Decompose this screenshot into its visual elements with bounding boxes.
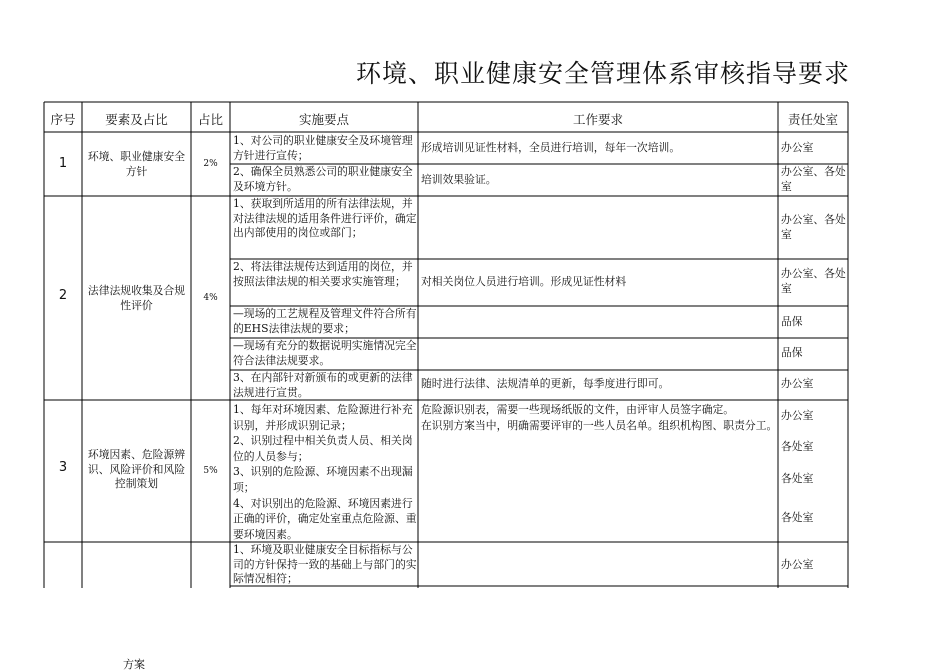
section-3-dept-1: 办公室 [781,409,814,422]
header-element: 要素及占比 [105,112,168,127]
section-1-row-1-point: 1、对公司的职业健康安全及环境管理方针进行宣传； [233,134,413,162]
section-2-row-4-dept: 品保 [781,346,803,359]
section-2-row-5-dept: 办公室 [781,377,814,390]
section-2-row-4-point: —现场有充分的数据说明实施情况完全符合法律法规要求。 [233,339,417,367]
section-2-row-2-point: 2、将法律法规传达到适用的岗位，并按照法律法规的相关要求实施管理； [233,260,413,288]
footer-text: 方案 [123,658,145,671]
section-2-seq: 2 [58,288,68,303]
section-3-dept-4: 各处室 [781,511,814,524]
section-1-row-2-point: 2、确保全员熟悉公司的职业健康安全及环境方针。 [233,165,413,193]
section-2-row-5-req: 随时进行法律、法规清单的更新，每季度进行即可。 [421,377,670,390]
section-3-seq: 3 [58,460,68,475]
section-2-row-1-dept: 办公室、各处室 [781,213,846,241]
section-2-element: 法律法规收集及合规性评价 [87,284,186,312]
section-2-row-5-point: 3、在内部针对新颁布的或更新的法律法规进行宣贯。 [233,371,413,399]
section-3-dept-2: 各处室 [781,440,814,453]
section-1-element: 环境、职业健康安全方针 [87,150,186,178]
section-2-row-2-dept: 办公室、各处室 [781,267,846,295]
section-2-row-1-point: 1、获取到所适用的所有法律法规，并对法律法规的适用条件进行评价，确定出内部使用的岗位或部门； [233,197,417,240]
section-1-seq: 1 [58,156,68,171]
section-1-row-2-dept: 办公室、各处室 [781,165,846,193]
section-1-ratio: 2% [203,159,218,169]
section-1-row-1-req: 形成培训见证性材料，全员进行培训，每年一次培训。 [421,141,681,154]
section-4-row-1-point: 1、环境及职业健康安全目标指标与公司的方针保持一致的基础上与部门的实际情况相符； [233,543,417,586]
header-ratio: 占比 [197,112,223,127]
section-2-row-3-point: —现场的工艺规程及管理文件符合所有的EHS法律法规的要求； [233,307,417,335]
page-title: 环境、职业健康安全管理体系审核指导要求 [356,59,851,88]
section-3-dept-3: 各处室 [781,472,814,485]
section-2-row-2-req: 对相关岗位人员进行培训。形成见证性材料 [421,275,627,288]
header-dept: 责任处室 [787,112,838,127]
section-2-ratio: 4% [203,293,218,303]
section-3-req: 危险源识别表，需要一些现场纸版的文件，由评审人员签字确定。 在识别方案当中，明确需要评审的一些人员名单。组织机构图、职责分工。 [421,403,778,432]
section-2-row-3-dept: 品保 [781,315,803,328]
header-requirement: 工作要求 [572,112,623,127]
section-3-point: 1、每年对环境因素、危险源进行补充识别，并形成识别记录； 2、识别过程中相关负责人员、相关岗位的人员参与； 3、识别的危险源、环境因素不出现漏项； 4、对识别出的危险源、环境因素进行正确的评价，确定处室重点危险源、重要环境因素。 [233,403,417,541]
section-3-element: 环境因素、危险源辨识、风险评价和风险控制策划 [87,448,186,491]
section-3-ratio: 5% [203,466,218,476]
section-4-row-1-dept: 办公室 [781,558,814,571]
header-seq: 序号 [50,112,76,127]
section-1-row-1-dept: 办公室 [781,141,814,154]
section-1-row-2-req: 培训效果验证。 [421,173,497,186]
header-points: 实施要点 [298,112,349,127]
